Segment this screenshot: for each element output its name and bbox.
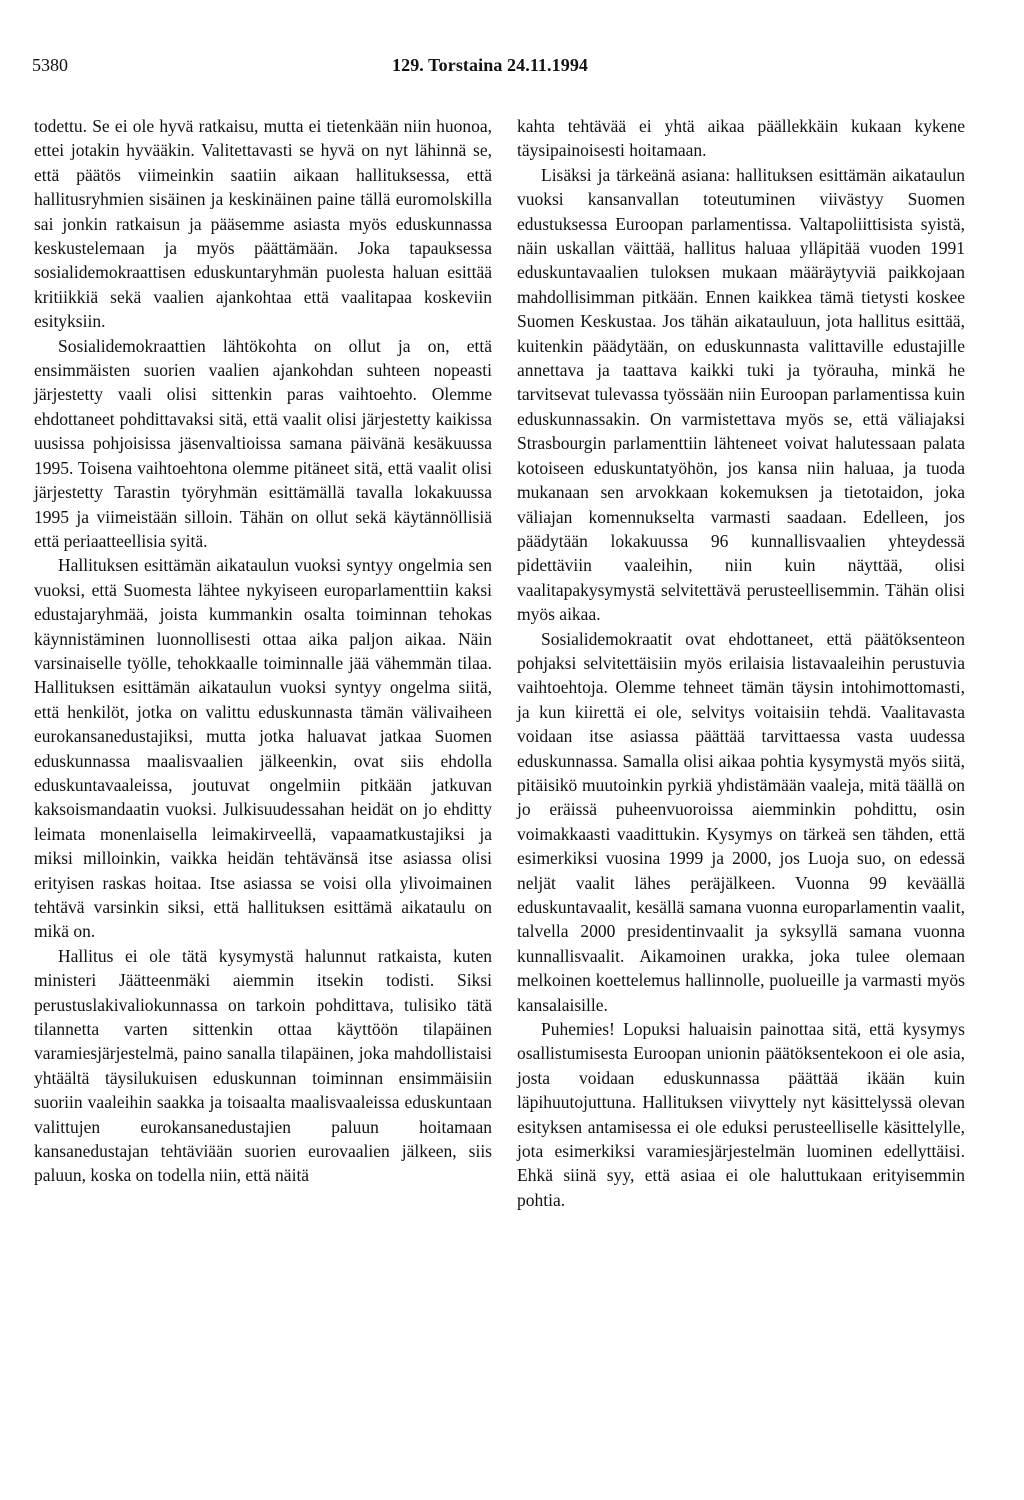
paragraph: Sosialidemokraatit ovat ehdottaneet, että päätöksenteon pohjaksi selvitettäisiin myös erilaisia listavaaleihin perustuvia vaihtoehtoja. Olemme tehneet tämän täysin intohimottomasti, ja kun kiirettä ei ole, selvitys voitaisiin tehdä. Vaalitavasta voidaan itse asiassa päättää tarvittaessa vasta uudessa eduskunnassa. Samalla olisi aikaa pohtia kysymystä myös siitä, pitäisikö muutoinkin pyrkiä yhdistämään vaaleja, mitä täällä on jo eräissä puheenvuoroissa aiemminkin pohdittu, osin voimakkaasti vaadittukin. Kysymys on tärkeä sen tähden, että esimerkiksi vuosina 1999 ja 2000, jos Luoja suo, on edessä neljät vaalit lähes peräjälkeen. Vuonna 99 keväällä eduskuntavaalit, kesällä samana vuonna europarlamentin vaalit, talvella 2000 presidentinvaalit ja syksyllä samana vuonna kunnallisvaalit. Aikamoinen urakka, joka tulee olemaan melkoinen koettelemus hallinnolle, puolueille ja varmasti myös kansalaisille. [517, 628, 965, 1015]
paragraph: todettu. Se ei ole hyvä ratkaisu, mutta ei tietenkään niin huonoa, ettei jotakin hyvääkin. Valitettavasti se hyvä on nyt lähinnä se, että päätös viimeinkin saatiin aikaan hallituksessa, että hallitusryhmien sisäinen ja keskinäinen paine tällä euromolskilla sai jonkin ratkaisun ja pääsemme asiasta myös eduskunnassa keskustelemaan ja myös päättämään. Joka tapauksessa sosialidemokraattisen eduskuntaryhmän puolesta haluan esittää kritiikkiä sekä vaalien ajankohtaa että vaalitapaa koskeviin esityksiin. [34, 116, 492, 332]
paragraph: Hallitus ei ole tätä kysymystä halunnut ratkaista, kuten ministeri Jäätteenmäki aiemmin itsekin todisti. Siksi perustuslakivaliokunnassa on tarkoin pohdittava, tulisiko tätä tilannetta varten sittenkin ottaa käyttöön tilapäinen varamiesjärjestelmä, paino sanalla tilapäinen, joka mahdollistaisi yhtäältä täysilukuisen eduskunnan toiminnan ensimmäisiin suoriin vaaleihin saakka ja toisaalta maalisvaaleissa eduskuntaan valittujen eurokansanedustajien paluun hoitamaan kansanedustajan tehtäviään suorien eurovaalien jälkeen, siis paluun, koska on todella niin, että näitä [34, 945, 492, 1186]
paragraph: Lisäksi ja tärkeänä asiana: hallituksen esittämän aikataulun vuoksi kansanvallan toteutuminen viivästyy Suomen edustuksessa Euroopan parlamentissa. Valtapoliittisista syistä, näin uskallan väittää, hallitus haluaa ylläpitää vuoden 1991 eduskuntavaalien tuloksen mukaan määräytyviä paikkojaan mahdollisimman pitkään. Ennen kaikkea tämä tietysti koskee Suomen Keskustaa. Jos tähän aikatauluun, jota hallitus esittää, kuitenkin päädytään, on eduskunnasta valittaville edustajille annettava ja taattava kaikki tuki ja työrauha, minkä he tarvitsevat tulevassa työssään niin Euroopan parlamentissa kuin eduskunnassakin. On varmistettava myös se, että väliajaksi Strasbourgin parlamenttiin lähteneet voivat halutessaan palata kotoiseen eduskuntatyöhön, jos kansa niin haluaa, ja tuoda mukanaan sen arvokkaan kokemuksen ja tietotaidon, joka väliajan komennukselta varmasti saadaan. Edelleen, jos päädytään lokakuussa 96 kunnallisvaalien yhteydessä pidettäviin vaaleihin, niin kuin näyttää, olisi vaalitapakysymystä selvitettävä perusteellisemmin. Tähän olisi myös aikaa. [517, 164, 965, 625]
paragraph: Sosialidemokraattien lähtökohta on ollut ja on, että ensimmäisten suorien vaalien ajankohdan suhteen nopeasti järjestetty vaali olisi sittenkin paras vaihtoehto. Olemme ehdottaneet pohdittavaksi sitä, että vaalit olisi järjestetty kaikissa uusissa pohjoisissa jäsenvaltioissa samana päivänä kesäkuussa 1995. Toisena vaihtoehtona olemme pitäneet sitä, että vaalit olisi järjestetty Tarastin työryhmän esittämällä tavalla lokakuussa 1995 ja viimeistään silloin. Tähän on ollut sekä käytännöllisiä että periaatteellisia syitä. [34, 335, 492, 551]
page-number: 5380 [32, 55, 68, 75]
paragraph: kahta tehtävää ei yhtä aikaa päällekkäin kukaan kykene täysipainoisesti hoitamaan. [517, 116, 965, 161]
right-column [517, 114, 965, 1212]
page-header [32, 52, 996, 78]
session-title: 129. Torstaina 24.11.1994 [392, 55, 589, 75]
paragraph: Puhemies! Lopuksi haluaisin painottaa sitä, että kysymys osallistumisesta Euroopan unionin päätöksentekoon ei ole asia, josta voidaan eduskunnassa päättää ikään kuin läpihuutojuttuna. Hallituksen viivyttely nyt käsittelyssä olevan esityksen antamisessa ei ole eduksi perusteelliselle käsittelylle, jota esimerkiksi varamiesjärjestelmän luominen edellyttäisi. Ehkä siinä syy, että asiaa ei ole haluttukaan erityisemmin pohtia. [517, 1019, 965, 1210]
left-column [34, 114, 492, 1188]
paragraph: Hallituksen esittämän aikataulun vuoksi syntyy ongelmia sen vuoksi, että Suomesta lähtee nykyiseen europarlamenttiin kaksi edustajaryhmää, joista kummankin osalta toiminnan tehokas käynnistäminen luonnollisesti ottaa aika paljon aikaa. Näin varsinaiselle työlle, tehokkaalle toiminnalle jää vähemmän tilaa. Hallituksen esittämän aikataulun vuoksi syntyy ongelma siitä, että henkilöt, jotka on valittu eduskunnasta tämän välivaiheen eurokansanedustajiksi, mutta jotka haluavat jatkaa Suomen eduskunnassa maalisvaalien jälkeenkin, ovat siis ehdolla eduskuntavaaleissa, joutuvat ongelmiin pitkään jatkuvan kaksoismandaatin vuoksi. Julkisuudessahan heidät on jo ehditty leimata monenlaisella leimakirveellä, vapaamatkustajiksi ja miksi milloinkin, vaikka heidän tehtävänsä itse asiassa olisi erityisen raskas hoitaa. Itse asiassa se voisi olla ylivoimainen tehtävä varsinkin siksi, että hallituksen esittämä aikataulu on mikä on. [34, 555, 492, 942]
